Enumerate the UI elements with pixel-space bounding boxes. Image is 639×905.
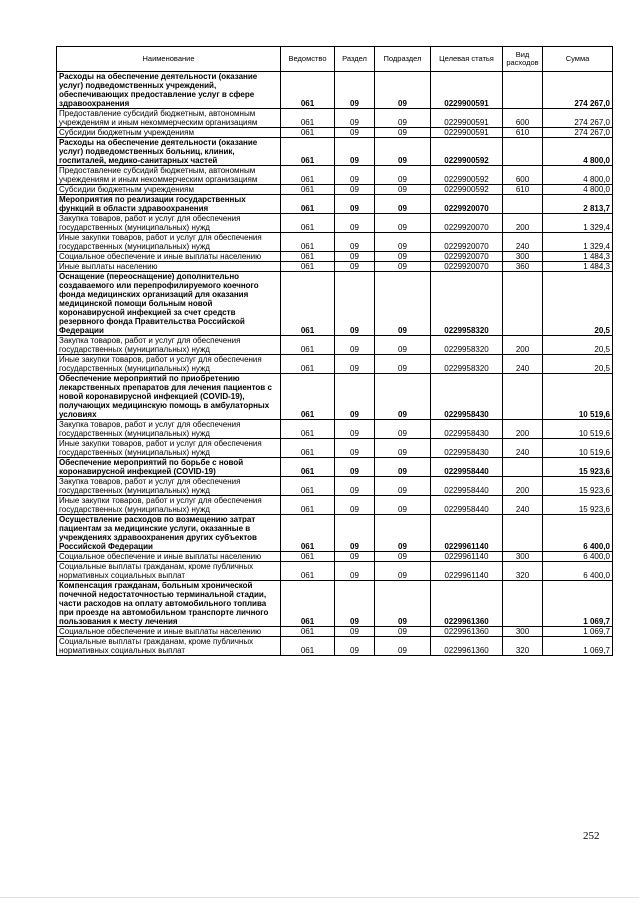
cell-target-article: 0229900591 [431, 109, 503, 128]
cell-subsection: 09 [375, 515, 431, 552]
cell-target-article: 0229961360 [431, 637, 503, 656]
cell-department: 061 [281, 72, 335, 109]
table-row [57, 214, 613, 233]
header-target-article: Целевая статья [431, 47, 503, 72]
cell-section: 09 [335, 272, 375, 336]
cell-target-article: 0229958440 [431, 496, 503, 515]
cell-expense-type: 240 [503, 233, 543, 252]
table-row [57, 166, 613, 185]
cell-section: 09 [335, 637, 375, 656]
table-header-row [57, 47, 613, 72]
cell-section: 09 [335, 552, 375, 562]
cell-section: 09 [335, 627, 375, 637]
cell-section: 09 [335, 72, 375, 109]
cell-section: 09 [335, 109, 375, 128]
cell-sum: 1 484,3 [543, 262, 613, 272]
cell-name: Социальное обеспечение и иные выплаты населению [57, 552, 281, 562]
cell-name: Иные закупки товаров, работ и услуг для обеспечения государственных (муниципальных) нужд [57, 355, 281, 374]
cell-department: 061 [281, 138, 335, 166]
budget-table [56, 46, 613, 656]
cell-sum: 10 519,6 [543, 374, 613, 420]
table-row [57, 439, 613, 458]
header-subsection: Подраздел [375, 47, 431, 72]
table-row [57, 138, 613, 166]
cell-sum: 20,5 [543, 336, 613, 355]
header-sum: Сумма [543, 47, 613, 72]
cell-expense-type [503, 581, 543, 627]
cell-section: 09 [335, 374, 375, 420]
cell-target-article: 0229961140 [431, 515, 503, 552]
cell-department: 061 [281, 496, 335, 515]
cell-expense-type: 240 [503, 496, 543, 515]
cell-department: 061 [281, 185, 335, 195]
cell-department: 061 [281, 515, 335, 552]
cell-subsection: 09 [375, 272, 431, 336]
cell-expense-type: 300 [503, 552, 543, 562]
cell-department: 061 [281, 195, 335, 214]
cell-subsection: 09 [375, 496, 431, 515]
cell-target-article: 0229958440 [431, 477, 503, 496]
cell-section: 09 [335, 214, 375, 233]
cell-department: 061 [281, 166, 335, 185]
table-row [57, 195, 613, 214]
table-row [57, 233, 613, 252]
cell-name: Социальные выплаты гражданам, кроме публичных нормативных социальных выплат [57, 562, 281, 581]
cell-sum: 4 800,0 [543, 138, 613, 166]
cell-subsection: 09 [375, 138, 431, 166]
cell-expense-type [503, 72, 543, 109]
cell-sum: 1 069,7 [543, 627, 613, 637]
table-row [57, 336, 613, 355]
cell-subsection: 09 [375, 336, 431, 355]
cell-sum: 6 400,0 [543, 562, 613, 581]
cell-sum: 10 519,6 [543, 420, 613, 439]
cell-department: 061 [281, 627, 335, 637]
table-row [57, 581, 613, 627]
cell-expense-type: 610 [503, 128, 543, 138]
page-bottom-edge [0, 897, 639, 898]
cell-target-article: 0229958430 [431, 374, 503, 420]
cell-department: 061 [281, 562, 335, 581]
cell-subsection: 09 [375, 72, 431, 109]
cell-sum: 4 800,0 [543, 185, 613, 195]
table-row [57, 109, 613, 128]
table-row [57, 272, 613, 336]
cell-expense-type [503, 138, 543, 166]
cell-expense-type: 320 [503, 637, 543, 656]
cell-name: Предоставление субсидий бюджетным, автономным учреждениям и иным некоммерческим организациям [57, 109, 281, 128]
cell-expense-type: 240 [503, 439, 543, 458]
cell-name: Социальные выплаты гражданам, кроме публичных нормативных социальных выплат [57, 637, 281, 656]
cell-section: 09 [335, 355, 375, 374]
cell-name: Иные закупки товаров, работ и услуг для обеспечения государственных (муниципальных) нужд [57, 496, 281, 515]
table-row [57, 374, 613, 420]
cell-subsection: 09 [375, 214, 431, 233]
cell-target-article: 0229900591 [431, 72, 503, 109]
cell-expense-type: 200 [503, 214, 543, 233]
cell-expense-type: 200 [503, 420, 543, 439]
header-section: Раздел [335, 47, 375, 72]
cell-target-article: 0229900592 [431, 185, 503, 195]
cell-section: 09 [335, 581, 375, 627]
cell-section: 09 [335, 420, 375, 439]
cell-expense-type: 360 [503, 262, 543, 272]
cell-department: 061 [281, 439, 335, 458]
cell-name: Социальное обеспечение и иные выплаты населению [57, 627, 281, 637]
cell-target-article: 0229958440 [431, 458, 503, 477]
table-row [57, 185, 613, 195]
cell-sum: 1 069,7 [543, 581, 613, 627]
table-row [57, 552, 613, 562]
table-row [57, 128, 613, 138]
cell-expense-type: 200 [503, 477, 543, 496]
cell-subsection: 09 [375, 195, 431, 214]
cell-name: Обеспечение мероприятий по приобретению лекарственных препаратов для лечения пациентов с новой коронавирусной инфекцией (COVID-19), получающих медицинскую помощь в амбулаторных условиях [57, 374, 281, 420]
cell-department: 061 [281, 214, 335, 233]
cell-target-article: 0229958320 [431, 272, 503, 336]
cell-section: 09 [335, 185, 375, 195]
table-body [57, 72, 613, 656]
cell-section: 09 [335, 128, 375, 138]
cell-target-article: 0229900591 [431, 128, 503, 138]
table-row [57, 420, 613, 439]
cell-sum: 274 267,0 [543, 109, 613, 128]
cell-section: 09 [335, 477, 375, 496]
cell-section: 09 [335, 496, 375, 515]
cell-sum: 6 400,0 [543, 552, 613, 562]
cell-subsection: 09 [375, 420, 431, 439]
cell-name: Иные выплаты населению [57, 262, 281, 272]
cell-subsection: 09 [375, 252, 431, 262]
cell-sum: 274 267,0 [543, 72, 613, 109]
cell-subsection: 09 [375, 627, 431, 637]
table-row [57, 252, 613, 262]
cell-target-article: 0229920070 [431, 252, 503, 262]
cell-section: 09 [335, 262, 375, 272]
cell-target-article: 0229900592 [431, 138, 503, 166]
cell-target-article: 0229961360 [431, 581, 503, 627]
cell-department: 061 [281, 637, 335, 656]
cell-subsection: 09 [375, 374, 431, 420]
cell-name: Иные закупки товаров, работ и услуг для обеспечения государственных (муниципальных) нужд [57, 439, 281, 458]
cell-sum: 1 484,3 [543, 252, 613, 262]
cell-subsection: 09 [375, 439, 431, 458]
cell-target-article: 0229958430 [431, 439, 503, 458]
table-row [57, 477, 613, 496]
cell-section: 09 [335, 195, 375, 214]
table-row [57, 262, 613, 272]
cell-department: 061 [281, 374, 335, 420]
table-row [57, 72, 613, 109]
cell-department: 061 [281, 233, 335, 252]
cell-sum: 6 400,0 [543, 515, 613, 552]
cell-section: 09 [335, 166, 375, 185]
cell-department: 061 [281, 262, 335, 272]
cell-expense-type: 300 [503, 627, 543, 637]
cell-sum: 1 069,7 [543, 637, 613, 656]
cell-target-article: 0229920070 [431, 195, 503, 214]
header-department: Ведомство [281, 47, 335, 72]
cell-name: Иные закупки товаров, работ и услуг для обеспечения государственных (муниципальных) нужд [57, 233, 281, 252]
cell-name: Осуществление расходов по возмещению затрат пациентам за медицинские услуги, оказанные в учреждениях здравоохранения других субъектов Российской Федерации [57, 515, 281, 552]
cell-subsection: 09 [375, 185, 431, 195]
cell-target-article: 0229958320 [431, 355, 503, 374]
cell-subsection: 09 [375, 581, 431, 627]
cell-name: Закупка товаров, работ и услуг для обеспечения государственных (муниципальных) нужд [57, 420, 281, 439]
cell-name: Расходы на обеспечение деятельности (оказание услуг) подведомственных больниц, клиник, госпиталей, медико-санитарных частей [57, 138, 281, 166]
cell-expense-type: 600 [503, 109, 543, 128]
cell-section: 09 [335, 439, 375, 458]
cell-subsection: 09 [375, 562, 431, 581]
cell-subsection: 09 [375, 128, 431, 138]
cell-expense-type: 300 [503, 252, 543, 262]
table-row [57, 562, 613, 581]
cell-section: 09 [335, 252, 375, 262]
cell-target-article: 0229900592 [431, 166, 503, 185]
cell-target-article: 0229961360 [431, 627, 503, 637]
cell-department: 061 [281, 272, 335, 336]
cell-subsection: 09 [375, 458, 431, 477]
cell-target-article: 0229920070 [431, 214, 503, 233]
cell-sum: 1 329,4 [543, 214, 613, 233]
cell-name: Социальное обеспечение и иные выплаты населению [57, 252, 281, 262]
cell-expense-type [503, 374, 543, 420]
cell-department: 061 [281, 355, 335, 374]
cell-section: 09 [335, 458, 375, 477]
cell-expense-type: 200 [503, 336, 543, 355]
cell-name: Закупка товаров, работ и услуг для обеспечения государственных (муниципальных) нужд [57, 336, 281, 355]
cell-target-article: 0229958320 [431, 336, 503, 355]
cell-department: 061 [281, 109, 335, 128]
cell-target-article: 0229958430 [431, 420, 503, 439]
cell-subsection: 09 [375, 233, 431, 252]
cell-subsection: 09 [375, 166, 431, 185]
cell-expense-type [503, 272, 543, 336]
cell-section: 09 [335, 562, 375, 581]
cell-sum: 10 519,6 [543, 439, 613, 458]
cell-name: Расходы на обеспечение деятельности (оказание услуг) подведомственных учреждений, обеспечивающих предоставление услуг в сфере здравоохранения [57, 72, 281, 109]
cell-name: Обеспечение мероприятий по борьбе с новой коронавирусной инфекцией (COVID-19) [57, 458, 281, 477]
table-row [57, 458, 613, 477]
table-row [57, 355, 613, 374]
cell-section: 09 [335, 138, 375, 166]
cell-department: 061 [281, 552, 335, 562]
cell-sum: 15 923,6 [543, 458, 613, 477]
cell-subsection: 09 [375, 109, 431, 128]
cell-sum: 1 329,4 [543, 233, 613, 252]
cell-sum: 20,5 [543, 355, 613, 374]
cell-section: 09 [335, 233, 375, 252]
cell-department: 061 [281, 581, 335, 627]
cell-subsection: 09 [375, 262, 431, 272]
cell-expense-type [503, 195, 543, 214]
cell-expense-type: 320 [503, 562, 543, 581]
cell-name: Закупка товаров, работ и услуг для обеспечения государственных (муниципальных) нужд [57, 214, 281, 233]
cell-target-article: 0229961140 [431, 552, 503, 562]
cell-sum: 4 800,0 [543, 166, 613, 185]
cell-name: Мероприятия по реализации государственных функций в области здравоохранения [57, 195, 281, 214]
page-number: 252 [583, 830, 600, 842]
cell-department: 061 [281, 458, 335, 477]
cell-target-article: 0229920070 [431, 233, 503, 252]
cell-subsection: 09 [375, 637, 431, 656]
cell-sum: 20,5 [543, 272, 613, 336]
cell-expense-type [503, 458, 543, 477]
cell-target-article: 0229961140 [431, 562, 503, 581]
cell-expense-type: 600 [503, 166, 543, 185]
cell-name: Субсидии бюджетным учреждениям [57, 128, 281, 138]
cell-department: 061 [281, 336, 335, 355]
table-row [57, 637, 613, 656]
cell-department: 061 [281, 420, 335, 439]
cell-expense-type: 610 [503, 185, 543, 195]
table-row [57, 496, 613, 515]
cell-name: Предоставление субсидий бюджетным, автономным учреждениям и иным некоммерческим организациям [57, 166, 281, 185]
cell-sum: 274 267,0 [543, 128, 613, 138]
cell-department: 061 [281, 128, 335, 138]
cell-sum: 15 923,6 [543, 477, 613, 496]
cell-sum: 15 923,6 [543, 496, 613, 515]
table-row [57, 627, 613, 637]
header-name: Наименование [57, 47, 281, 72]
cell-name: Закупка товаров, работ и услуг для обеспечения государственных (муниципальных) нужд [57, 477, 281, 496]
cell-section: 09 [335, 515, 375, 552]
header-expense-type: Вид расходов [503, 47, 543, 72]
cell-name: Оснащение (переоснащение) дополнительно создаваемого или перепрофилируемого коечного фонда медицинских организаций для оказания медицинской помощи больным новой коронавирусной инфекцией за счет средств резервного фонда Правительства Российской Федерации [57, 272, 281, 336]
cell-name: Субсидии бюджетным учреждениям [57, 185, 281, 195]
cell-sum: 2 813,7 [543, 195, 613, 214]
cell-expense-type: 240 [503, 355, 543, 374]
cell-subsection: 09 [375, 355, 431, 374]
cell-department: 061 [281, 252, 335, 262]
cell-section: 09 [335, 336, 375, 355]
cell-target-article: 0229920070 [431, 262, 503, 272]
cell-expense-type [503, 515, 543, 552]
cell-subsection: 09 [375, 477, 431, 496]
cell-name: Компенсация гражданам, больным хронической почечной недостаточностью терминальной стадии, части расходов на оплату автомобильного топлива при проезде на автомобильном транспорте личного пользования к месту лечения [57, 581, 281, 627]
cell-department: 061 [281, 477, 335, 496]
table-row [57, 515, 613, 552]
cell-subsection: 09 [375, 552, 431, 562]
